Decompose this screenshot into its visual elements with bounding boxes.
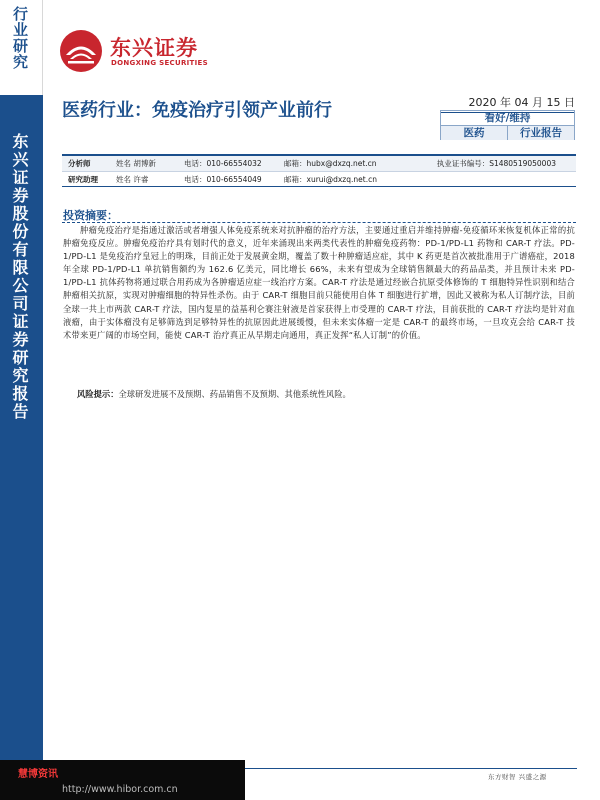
report-category-label: 行业研究 xyxy=(11,6,29,70)
analyst-cert: 执业证书编号：S1480519050003 xyxy=(436,159,556,168)
company-logo xyxy=(58,28,228,74)
assistant-row xyxy=(62,171,576,186)
sidebar-bar xyxy=(0,95,43,800)
assistant-phone: 电话：010-66554049 xyxy=(184,174,262,184)
report-title: 医药行业：免疫治疗引领产业前行 xyxy=(62,100,332,121)
risk-note xyxy=(77,388,575,401)
rating-value: 看好/维持 xyxy=(441,111,574,126)
analyst-table xyxy=(62,154,576,187)
report-type-label: 行业报告 xyxy=(507,126,574,140)
footer-divider xyxy=(245,768,577,769)
watermark-banner xyxy=(0,760,245,800)
company-report-label: 东兴证券股份有限公司证券研究报告 xyxy=(10,133,29,421)
report-date: 2020 年 04 月 15 日 xyxy=(440,94,575,113)
assistant-email: 邮箱：xurui@dxzq.net.cn xyxy=(284,174,377,184)
analyst-role: 分析师 xyxy=(68,159,91,168)
logo-emblem-icon xyxy=(58,28,104,74)
watermark-title: 慧博资讯 xyxy=(18,769,58,780)
summary-divider xyxy=(62,222,576,223)
watermark-link[interactable]: http://www.hibor.com.cn xyxy=(62,784,178,795)
summary-body: 肿瘤免疫治疗是指通过激活或者增强人体免疫系统来对抗肿瘤的治疗方法，主要通过重启并维持肿瘤-免疫循环来恢复机体正常的抗肿瘤免疫反应。肿瘤免疫治疗具有划时代的意义，近年来涌现出来两类代表性的肿瘤免疫药物：PD-1/PD-L1 药物和 CAR-T 疗法。PD-1/PD-L1 是免疫治疗皇冠上的明珠，目前正处于发展黄金期，覆盖了数十种肿瘤适应症，其中 K 药更是首次被批准用于广谱癌症，2018 年全球 PD-1/PD-L1 单抗销售额约为 162.6 亿美元，同比增长 66%，未来有望成为全球销售额最大的药品品类，并且预计未来 PD-1/PD-L1 抗体药物将通过联合用药成为各肿瘤适应症一线治疗方案。CAR-T 疗法是通过经嵌合抗原受体修饰的 T 细胞特异性识别和结合肿瘤相关抗原，实现对肿瘤细胞的特异性杀伤。由于 CAR-T 细胞目前只能使用自体 T 细胞进行扩增，因此又被称为私人订制疗法，目前全球一共上市两款 CAR-T 疗法，国内复星的益基利仑赛注射液是首家获得上市受理的 CAR-T 疗法，目前获批的 CAR-T 疗法均是针对血液瘤，由于实体瘤没有足够筛选到足够特异性的抗原因此进展缓慢，但未来实体瘤一定是 CAR-T 的最终市场，一旦攻克会给 CAR-T 技术带来更广阔的市场空间，能使 CAR-T 治疗真正从早期走向通用，真正发挥“私人订制”的价值。 xyxy=(63,225,575,340)
analyst-name: 姓名 胡博新 xyxy=(116,159,156,168)
sidebar-top xyxy=(0,0,43,95)
rating-box xyxy=(440,110,575,140)
risk-text: 全球研发进展不及预期、药品销售不及预期、其他系统性风险。 xyxy=(118,389,351,399)
logo-en-text: DONGXING SECURITIES xyxy=(111,59,208,67)
risk-label: 风险提示： xyxy=(77,389,119,399)
assistant-name: 姓名 许睿 xyxy=(116,174,149,184)
sector-label: 医药 xyxy=(441,126,507,140)
assistant-role: 研究助理 xyxy=(68,174,98,184)
analyst-row xyxy=(62,156,576,171)
footer-tagline: 东方财智 兴盛之源 xyxy=(488,773,547,781)
analyst-phone: 电话：010-66554032 xyxy=(184,159,262,168)
logo-cn-text: 东兴证券 xyxy=(110,36,198,60)
analyst-email: 邮箱：hubx@dxzq.net.cn xyxy=(284,159,377,168)
summary-heading: 投资摘要： xyxy=(63,209,118,222)
